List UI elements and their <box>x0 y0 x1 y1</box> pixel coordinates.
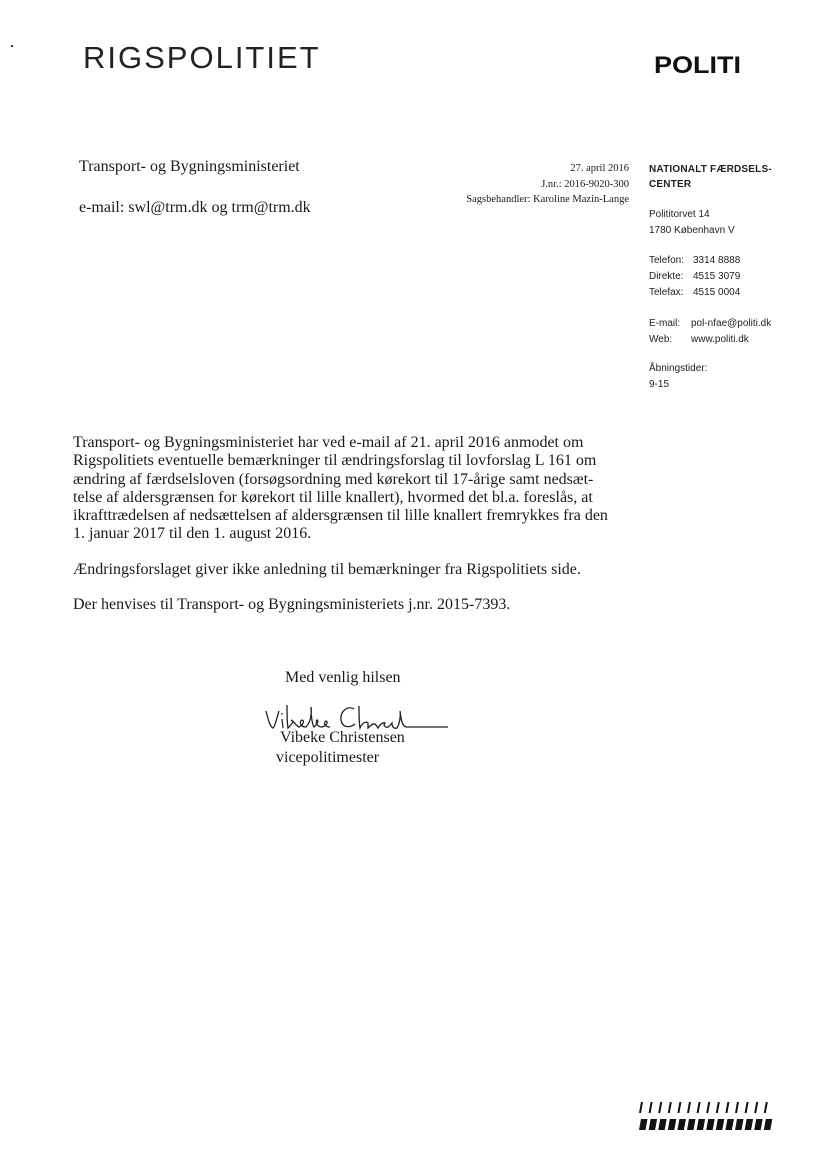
email-label: E-mail: <box>649 318 681 329</box>
closing-greeting: Med venlig hilsen <box>285 669 401 686</box>
stripe-bottom <box>745 1119 754 1130</box>
direct-label: Direkte: <box>649 271 684 282</box>
stripe-top <box>688 1102 690 1113</box>
sender-web <box>649 334 749 345</box>
scan-speck <box>11 45 13 47</box>
recipient-name: Transport- og Bygningsministeriet <box>79 158 300 175</box>
body-paragraph-2: Ændringsforslaget giver ikke anledning til bemærkninger fra Rigspolitiets side. <box>73 560 581 578</box>
stripe-top <box>659 1102 661 1113</box>
stripe-bottom <box>697 1119 706 1130</box>
stripe-top <box>640 1102 642 1113</box>
stripe-top <box>678 1102 680 1113</box>
stripe-bottom <box>754 1119 763 1130</box>
stripe-bottom <box>706 1119 715 1130</box>
case-handler: Sagsbehandler: Karoline Mazin-Lange <box>466 194 629 205</box>
stripe-top <box>736 1102 738 1113</box>
body-paragraph-1: Transport- og Bygningsministeriet har ved e-mail af 21. april 2016 anmodet om Rigspolitiets eventuelle bemærkninger til ændringsforslag til lovforslag L 161 om ændring af færdselsloven (forsøgsordning med kørekort til 17-årige samt nedsæt-telse af aldersgrænsen for kørekort til lille knallert), hvormed det bl.a. foreslås, at ikrafttrædelsen af nedsættelsen af aldersgrænsen til lille knallert fremrykkes fra den 1. januar 2017 til den 1. august 2016. <box>73 434 608 543</box>
opening-hours-label: Åbningstider: <box>649 363 708 374</box>
stripe-bottom <box>764 1119 773 1130</box>
sender-fax <box>649 287 740 298</box>
web-label: Web: <box>649 334 673 345</box>
letter-date: 27. april 2016 <box>570 163 629 174</box>
stripe-top <box>755 1102 757 1113</box>
stripe-top <box>746 1102 748 1113</box>
phone-label: Telefon: <box>649 255 685 266</box>
letter-body <box>73 434 618 614</box>
police-stripe-logo <box>636 1101 774 1133</box>
sender-email <box>649 318 771 329</box>
stripe-bottom <box>687 1119 696 1130</box>
sender-street: Polititorvet 14 <box>649 209 710 220</box>
sender-city: 1780 København V <box>649 225 735 236</box>
stripe-top <box>698 1102 700 1113</box>
stripe-bottom <box>735 1119 744 1130</box>
sender-phone <box>649 255 740 266</box>
fax-label: Telefax: <box>649 287 684 298</box>
stripe-bottom <box>639 1119 648 1130</box>
body-paragraph-3: Der henvises til Transport- og Bygningsministeriets j.nr. 2015-7393. <box>73 596 511 614</box>
stripe-top <box>669 1102 671 1113</box>
stripe-bottom <box>716 1119 725 1130</box>
sender-direct <box>649 271 740 282</box>
stripe-top <box>726 1102 728 1113</box>
journal-number: J.nr.: 2016-9020-300 <box>541 179 629 190</box>
opening-hours: 9-15 <box>649 379 670 390</box>
politi-logo: POLITI <box>654 51 741 79</box>
organization-name: RIGSPOLITIET <box>83 40 321 75</box>
direct-value: 4515 3079 <box>693 271 741 282</box>
stripe-top <box>650 1102 652 1113</box>
sender-unit-line2: CENTER <box>649 179 692 190</box>
stripe-top <box>717 1102 719 1113</box>
stripe-bottom <box>677 1119 686 1130</box>
signatory-name: Vibeke Christensen <box>280 729 405 746</box>
signatory-title: vicepolitimester <box>276 749 380 766</box>
stripe-bottom <box>725 1119 734 1130</box>
fax-value: 4515 0004 <box>693 287 741 298</box>
stripe-top <box>765 1102 767 1113</box>
stripe-top <box>707 1102 709 1113</box>
phone-value: 3314 8888 <box>693 255 741 266</box>
stripe-bottom <box>649 1119 658 1130</box>
sender-unit-line1: NATIONALT FÆRDSELS- <box>649 164 772 175</box>
recipient-email: e-mail: swl@trm.dk og trm@trm.dk <box>79 199 311 216</box>
stripe-bottom <box>658 1119 667 1130</box>
stripe-bottom <box>668 1119 677 1130</box>
email-value: pol-nfae@politi.dk <box>691 318 772 329</box>
web-value: www.politi.dk <box>691 334 749 345</box>
